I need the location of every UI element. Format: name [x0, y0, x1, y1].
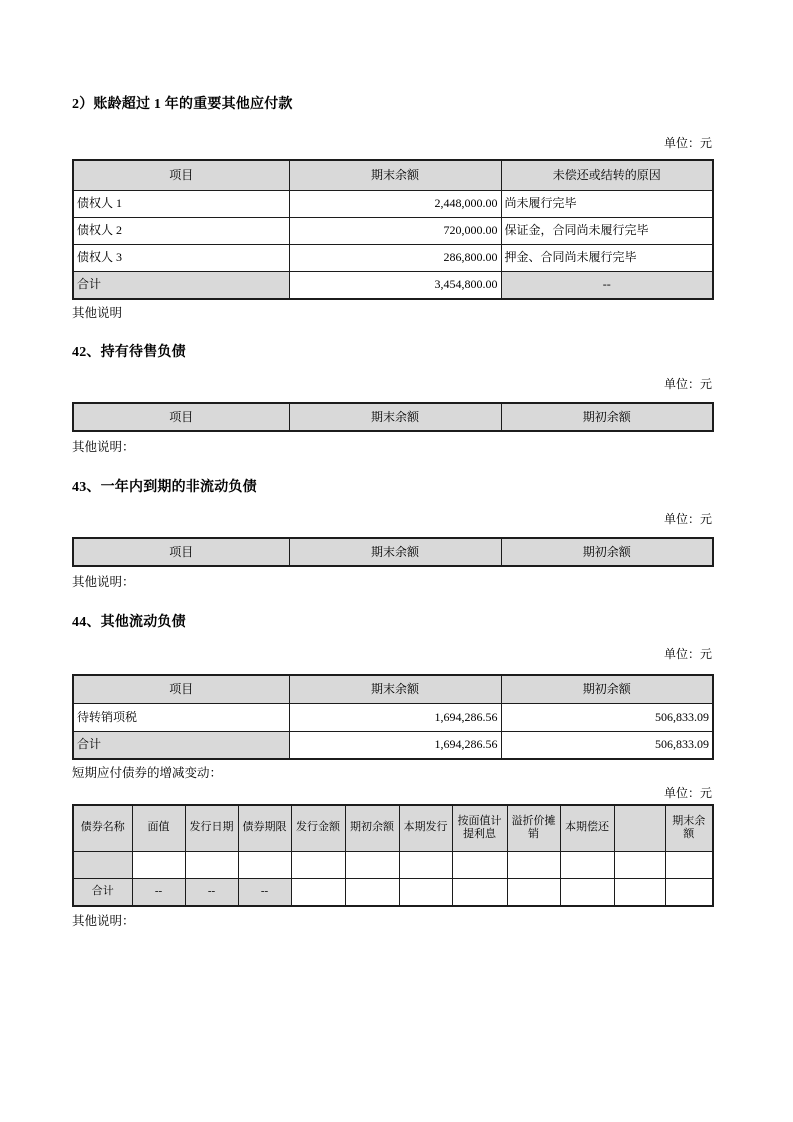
- short-term-bonds-table: [72, 804, 714, 907]
- table-header-row: [73, 160, 713, 190]
- cell-empty: [291, 878, 345, 906]
- other-current-liabilities-table: [72, 674, 714, 760]
- cell-empty: [399, 878, 452, 906]
- cell-total-label: 合计: [73, 731, 289, 759]
- bonds-change-label: 短期应付债券的增减变动：: [72, 766, 223, 780]
- cell-amount: 720,000.00: [289, 217, 501, 244]
- total-row: [73, 271, 713, 299]
- cell-empty: [614, 851, 665, 878]
- cell-reason: 押金、合同尚未履行完毕: [501, 244, 713, 271]
- cell-total-reason: --: [501, 271, 713, 299]
- header-cell-ending-balance: 期末余额: [289, 403, 501, 431]
- total-row: [73, 731, 713, 759]
- cell-ending: 1,694,286.56: [289, 703, 501, 731]
- cell-empty: [614, 878, 665, 906]
- cell-bond-name: [73, 851, 132, 878]
- cell-empty: [665, 851, 713, 878]
- header-cell-premium-amortization: 溢折价摊销: [507, 805, 560, 851]
- other-notes-label: 其他说明：: [72, 440, 135, 454]
- unit-label: 单位：元: [663, 647, 712, 661]
- header-cell-face-value: 面值: [132, 805, 185, 851]
- cell-empty: [399, 851, 452, 878]
- table-row: [73, 217, 713, 244]
- header-cell-ending-balance: 期末余额: [289, 160, 501, 190]
- cell-total-dash: --: [185, 878, 238, 906]
- header-cell-beginning-balance: 期初余额: [345, 805, 399, 851]
- header-cell-reason: 未偿还或结转的原因: [501, 160, 713, 190]
- table-header-row: [73, 538, 713, 566]
- cell-beginning: 506,833.09: [501, 703, 713, 731]
- noncurrent-liabilities-due-table: [72, 537, 714, 567]
- table-row: [73, 851, 713, 878]
- unit-label: 单位：元: [663, 136, 712, 150]
- section-heading-43: 43、一年内到期的非流动负债: [72, 480, 257, 495]
- cell-amount: 286,800.00: [289, 244, 501, 271]
- cell-item: 待转销项税: [73, 703, 289, 731]
- header-cell-interest-at-face-value: 按面值计提利息: [452, 805, 507, 851]
- cell-empty: [132, 851, 185, 878]
- cell-empty: [452, 878, 507, 906]
- table-row: [73, 244, 713, 271]
- header-cell-repaid-this-period: 本期偿还: [560, 805, 614, 851]
- cell-total-label: 合计: [73, 271, 289, 299]
- aged-payables-table: [72, 159, 714, 300]
- cell-empty: [560, 851, 614, 878]
- cell-amount: 2,448,000.00: [289, 190, 501, 217]
- section-heading-aged-payables: 2）账龄超过 1 年的重要其他应付款: [72, 97, 293, 112]
- unit-label: 单位：元: [663, 377, 712, 391]
- cell-item: 债权人 1: [73, 190, 289, 217]
- cell-empty: [291, 851, 345, 878]
- header-cell-blank: [614, 805, 665, 851]
- header-cell-ending-balance: 期末余额: [665, 805, 713, 851]
- header-cell-ending-balance: 期末余额: [289, 538, 501, 566]
- table-row: [73, 703, 713, 731]
- cell-item: 债权人 3: [73, 244, 289, 271]
- cell-total-label: 合计: [73, 878, 132, 906]
- other-notes-label: 其他说明：: [72, 914, 135, 928]
- cell-item: 债权人 2: [73, 217, 289, 244]
- total-row: [73, 878, 713, 906]
- table-header-row: [73, 675, 713, 703]
- held-for-sale-liabilities-table: [72, 402, 714, 432]
- section-heading-42: 42、持有待售负债: [72, 345, 186, 360]
- cell-empty: [665, 878, 713, 906]
- cell-reason: 保证金，合同尚未履行完毕: [501, 217, 713, 244]
- cell-total-dash: --: [238, 878, 291, 906]
- header-cell-item: 项目: [73, 160, 289, 190]
- cell-empty: [560, 878, 614, 906]
- cell-empty: [185, 851, 238, 878]
- cell-empty: [452, 851, 507, 878]
- table-header-row: [73, 805, 713, 851]
- header-cell-beginning-balance: 期初余额: [501, 538, 713, 566]
- header-cell-bond-name: 债券名称: [73, 805, 132, 851]
- cell-total-beginning: 506,833.09: [501, 731, 713, 759]
- header-cell-issued-this-period: 本期发行: [399, 805, 452, 851]
- header-cell-beginning-balance: 期初余额: [501, 403, 713, 431]
- unit-label: 单位：元: [663, 512, 712, 526]
- cell-empty: [345, 851, 399, 878]
- table-header-row: [73, 403, 713, 431]
- header-cell-issue-amount: 发行金额: [291, 805, 345, 851]
- header-cell-issue-date: 发行日期: [185, 805, 238, 851]
- cell-reason: 尚未履行完毕: [501, 190, 713, 217]
- header-cell-ending-balance: 期末余额: [289, 675, 501, 703]
- cell-total-amount: 3,454,800.00: [289, 271, 501, 299]
- cell-empty: [238, 851, 291, 878]
- cell-empty: [345, 878, 399, 906]
- section-heading-44: 44、其他流动负债: [72, 615, 186, 630]
- header-cell-item: 项目: [73, 403, 289, 431]
- other-notes-label: 其他说明: [72, 306, 123, 320]
- header-cell-bond-term: 债券期限: [238, 805, 291, 851]
- table-row: [73, 190, 713, 217]
- cell-empty: [507, 851, 560, 878]
- other-notes-label: 其他说明：: [72, 575, 135, 589]
- cell-total-ending: 1,694,286.56: [289, 731, 501, 759]
- header-cell-beginning-balance: 期初余额: [501, 675, 713, 703]
- cell-total-dash: --: [132, 878, 185, 906]
- cell-empty: [507, 878, 560, 906]
- unit-label: 单位：元: [663, 786, 712, 800]
- header-cell-item: 项目: [73, 675, 289, 703]
- header-cell-item: 项目: [73, 538, 289, 566]
